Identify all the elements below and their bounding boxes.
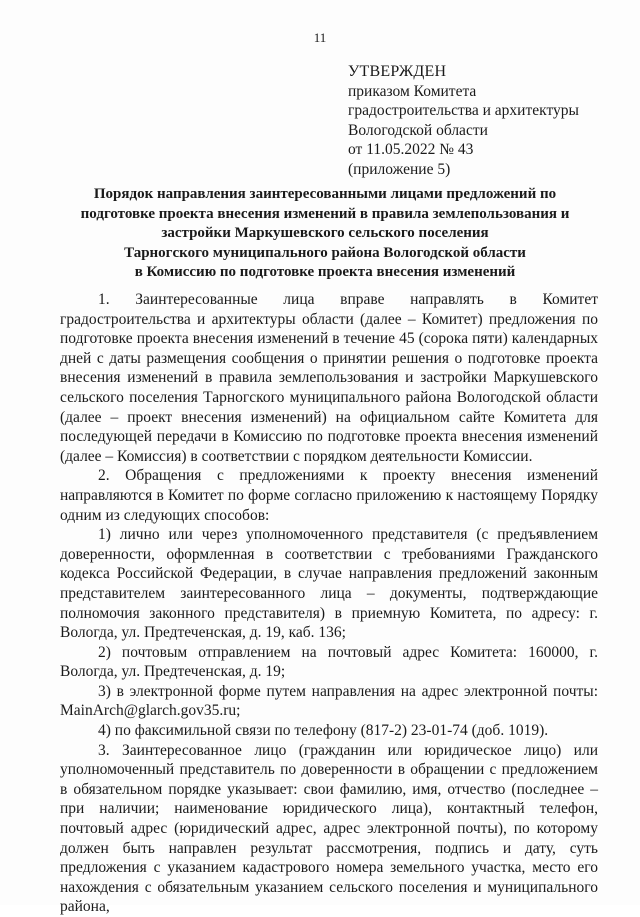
- approval-line: градостроительства и архитектуры: [348, 102, 579, 119]
- approval-line: Вологодской области: [348, 121, 488, 139]
- approval-heading: УТВЕРЖДЕН: [348, 63, 447, 80]
- approval-line: приказом Комитета: [348, 82, 477, 100]
- document-title: [60, 185, 590, 283]
- page-number: 11: [313, 30, 327, 45]
- paragraph-3: 3. Заинтересованное лицо (гражданин или юридическое лицо) или уполномоченный представитель по доверенности в обращении с предложением в обязательном порядке указывает: свои фамилию, имя, отчество (последнее – при наличии; наименование юридического лица), контактный телефон, почтовый адрес (юридический адрес, адрес электронной почты), по которому должен быть направлен результат рассмотрения, подпись и дату, суть предложения с указанием кадастрового номера земельного участка, место его нахождения с обязательным указанием сельского поселения и муниципального района,: [60, 741, 598, 916]
- paragraph-2: 2. Обращения с предложениями к проекту внесения изменений направляются в Комитет по форме согласно приложению к настоящему Порядку одним из следующих способов:: [60, 467, 598, 524]
- title-line: застройки Маркушевского сельского поселения: [161, 225, 489, 241]
- list-item-post: 2) почтовым отправлением на почтовый адрес Комитета: 160000, г. Вологда, ул. Предтеченская, д. 19;: [60, 643, 598, 681]
- title-line: подготовке проекта внесения изменений в правила землепользования и: [80, 205, 570, 222]
- document-body: [60, 290, 598, 917]
- approval-stamp-block: [348, 62, 579, 179]
- paragraph-1: 1. Заинтересованные лица вправе направлять в Комитет градостроительства и архитектуры области (далее – Комитет) предложения по подготовке проекта внесения изменений в течение 45 (сорока пяти) календарных дней с даты размещения сообщения о принятии решения о подготовке проекта внесения изменений в правила землепользования и застройки Маркушевского сельского поселения Тарногского муниципального района Вологодской области (далее – проект внесения изменений) на официальном сайте Комитета для последующей передачи в Комиссию по подготовке проекта внесения изменений (далее – Комиссия) в соответствии с порядком деятельности Комиссии.: [60, 291, 598, 465]
- title-line: Порядок направления заинтересованными лицами предложений по: [93, 186, 557, 202]
- list-item-in-person: 1) лично или через уполномоченного представителя (с предъявлением доверенности, оформленная в соответствии с требованиями Гражданского кодекса Российской Федерации, в случае направления предложений законным представителем заинтересованного лица – документы, подтверждающие полномочия законного представителя) в приемную Комитета, по адресу: г. Вологда, ул. Предтеченская, д. 19, каб. 136;: [60, 526, 598, 642]
- approval-line: (приложение 5): [348, 160, 451, 178]
- title-line: в Комиссию по подготовке проекта внесения изменений: [134, 264, 516, 280]
- list-item-email: 3) в электронной форме путем направления на адрес электронной почты: MainArch@glarch.gov35.ru;: [60, 682, 598, 720]
- title-line: Тарногского муниципального района Вологодской области: [124, 244, 526, 261]
- approval-line: от 11.05.2022 № 43: [348, 141, 474, 158]
- list-item-fax: 4) по факсимильной связи по телефону (817-2) 23-01-74 (доб. 1019).: [98, 722, 549, 740]
